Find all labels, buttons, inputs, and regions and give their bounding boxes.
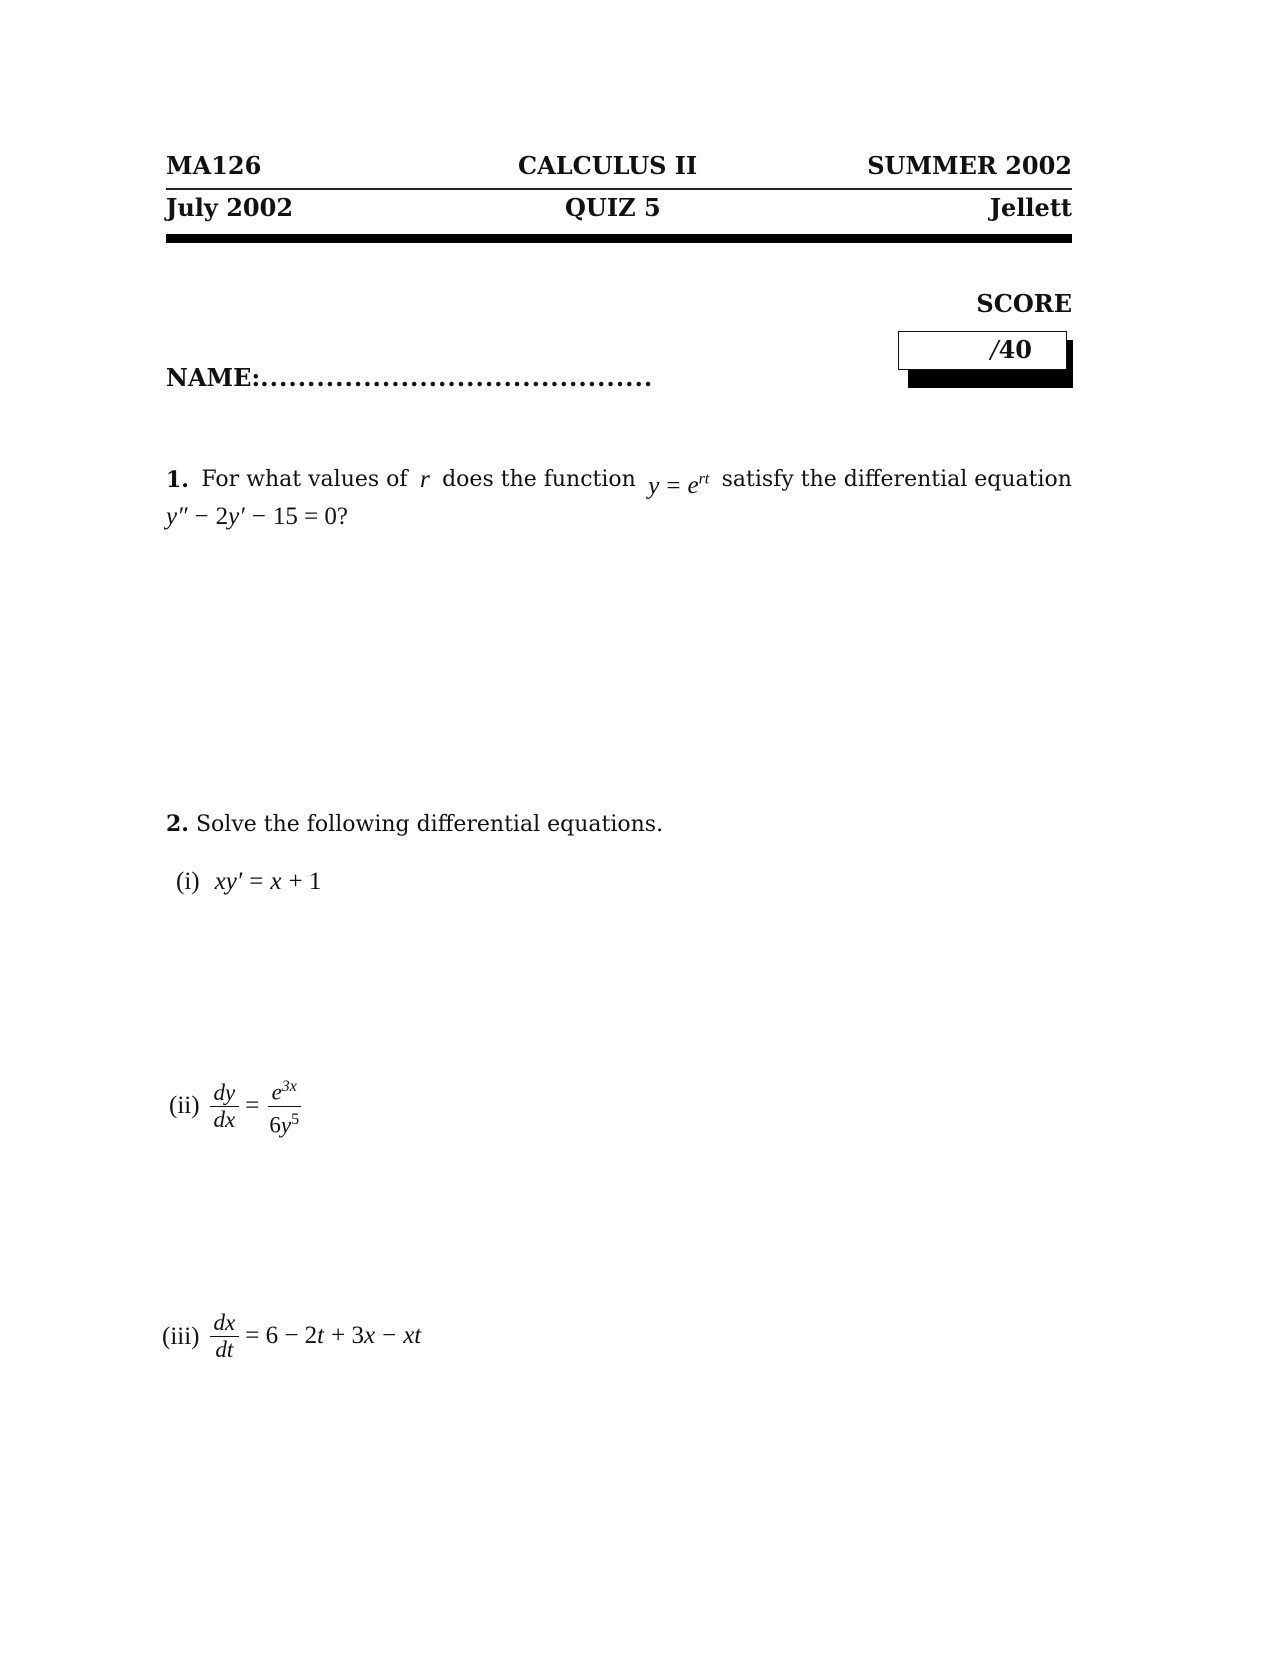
score-total: /40 [990,335,1032,364]
question-1 [166,466,1072,532]
question-1-text-c: satisfy the differential equation [721,467,1072,492]
quiz-number: QUIZ 5 [565,193,661,222]
term: SUMMER 2002 [867,151,1072,180]
part-iii-label: (iii) [162,1322,200,1350]
name-label: NAME: [166,363,261,392]
question-1-text-b: does the function [442,467,636,492]
question-2-part-iii [162,1310,421,1363]
part-ii-label: (ii) [169,1092,200,1120]
part-iii-equation: $\frac{dx}{dt}$ = 6 − 2t + 3x − xt [204,1310,422,1363]
course-title: CALCULUS II [518,151,698,180]
score-box[interactable] [898,331,1067,370]
question-2 [166,810,663,839]
question-2-text: Solve the following differential equations. [195,812,664,837]
question-1-variable-r: r [419,466,430,493]
quiz-date: July 2002 [166,193,294,222]
question-1-equation: y″ − 2y′ − 15 = 0? [166,503,349,531]
course-code: MA126 [166,151,262,180]
question-2-number: 2. [166,811,189,837]
name-field[interactable] [166,364,653,392]
question-1-text-a: For what values of [201,467,408,492]
question-2-part-i [176,868,321,897]
question-2-part-ii [169,1074,309,1138]
question-1-number: 1. [166,467,189,493]
header-thick-rule [166,234,1072,243]
question-1-function: $y = e^{rt}$ [648,471,710,500]
part-i-label: (i) [176,868,200,895]
score-label: SCORE [976,289,1072,318]
part-i-equation: xy′ = x + 1 [214,868,322,895]
part-ii-equation: $\frac{dy}{dx}$ = $\frac{e^{3x}}{6y^5}$ [204,1074,310,1138]
header-divider [166,188,1072,190]
name-dots: .......................................... [260,363,654,392]
instructor: Jellett [989,193,1072,222]
